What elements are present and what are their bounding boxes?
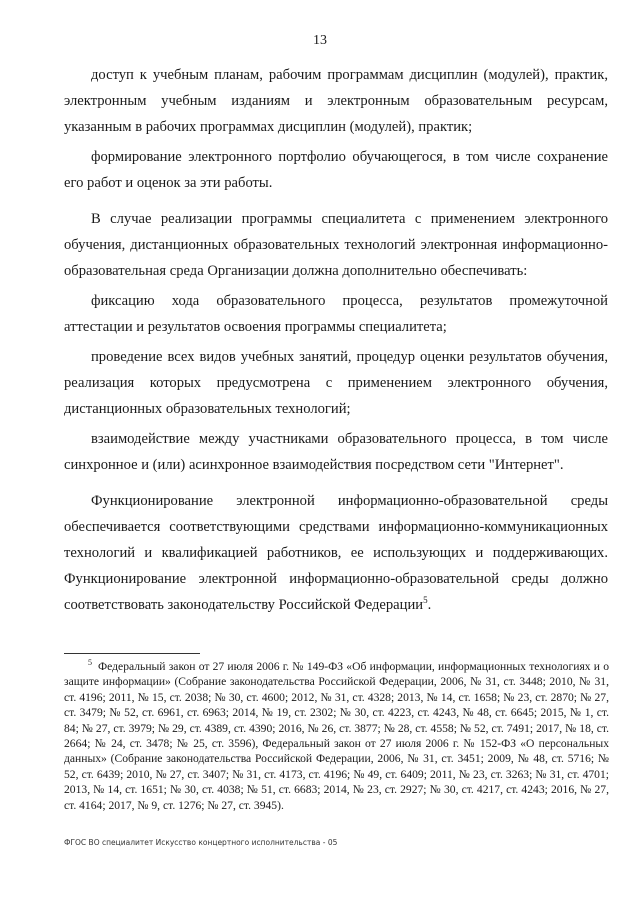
paragraph-recording: фиксацию хода образовательного процесса, результатов промежуточной аттестации и результатов освоения программы специалитета; [64, 293, 608, 335]
paragraph-elearning-case: В случае реализации программы специалитета с применением электронного обучения, дистанционных образовательных технологий электронная информационно-образовательная среда Организации должна дополнительно обеспечивать: [64, 211, 608, 279]
paragraph-interaction: взаимодействие между участниками образовательного процесса, в том числе синхронное и (или) асинхронное взаимодействия посредством сети "Интернет". [64, 431, 608, 473]
paragraph-portfolio: формирование электронного портфолио обучающегося, в том числе сохранение его работ и оценок за эти работы. [64, 149, 608, 191]
paragraph-conducting: проведение всех видов учебных занятий, процедур оценки результатов обучения, реализация которых предусмотрена с применением электронного обучения, дистанционных образовательных технологий; [64, 349, 608, 417]
paragraph-access: доступ к учебным планам, рабочим программам дисциплин (модулей), практик, электронным учебным изданиям и электронным образовательным ресурсам, указанным в рабочих программах дисциплин (модулей), практик; [64, 67, 608, 135]
footnote [64, 659, 609, 813]
body-text [64, 62, 608, 622]
page-number: 13 [313, 33, 327, 48]
page-footer: ФГОС ВО специалитет Искусство концертного исполнительства - 05 [64, 838, 338, 847]
paragraph-functioning: Функционирование электронной информационно-образовательной среды обеспечивается соответствующими средствами информационно-коммуникационных технологий и квалификацией работников, ее использующих и поддерживающих. Функционирование электронной информационно-образовательной среды должно соответствовать законодательству Российской Федерации$^5$. [64, 493, 608, 613]
footnote-divider [64, 653, 200, 654]
paragraph-functioning-text: Функционирование электронной информационно-образовательной среды обеспечивается соответствующими средствами информационно-коммуникационных технологий и квалификацией работников, ее использующих и поддерживающих. Функционирование электронной информационно-образовательной среды должно соответствовать законодательству Российской Федерации [64, 493, 608, 613]
footnote-reference[interactable]: 5 [423, 595, 428, 606]
footnote-mark: 5 [88, 658, 92, 668]
footnote-text: Федеральный закон от 27 июля 2006 г. № 149-ФЗ «Об информации, информационных технологиях и о защите информации» (Собрание законодательства Российской Федерации, 2006, № 31, ст. 3448; 2010, № 31, ст. 4196; 2011, № 15, ст. 2038; № 30, ст. 4600; 2012, № 31, ст. 4328; 2013, № 14, ст. 1658; № 23, ст. 2870; № 27, ст. 3479; № 52, ст. 6961, ст. 6963; 2014, № 19, ст. 2302; № 30, ст. 4223, ст. 4243, № 48, ст. 6645; 2015, № 1, ст. 84; № 27, ст. 3979; № 29, ст. 4389, ст. 4390; 2016, № 26, ст. 3877; № 28, ст. 4558; № 52, ст. 7491; 2017, № 18, ст. 2664; № 24, ст. 3478; № 25, ст. 3596), Федеральный закон от 27 июля 2006 г. № 152-ФЗ «О персональных данных» (Собрание законодательства Российской Федерации, 2006, № 31, ст. 3451; 2009, № 48, ст. 5716; № 52, ст. 6439; 2010, № 27, ст. 3407; № 31, ст. 4173, ст. 4196; № 49, ст. 6409; 2011, № 23, ст. 3263; № 31, ст. 4701; 2013, № 14, ст. 1651; № 30, ст. 4038; № 51, ст. 6683; 2014, № 23, ст. 2927; № 30, ст. 4217, ст. 4243; 2016, № 27, ст. 4164; 2017, № 9, ст. 1276; № 27, ст. 3945). [64, 660, 609, 812]
